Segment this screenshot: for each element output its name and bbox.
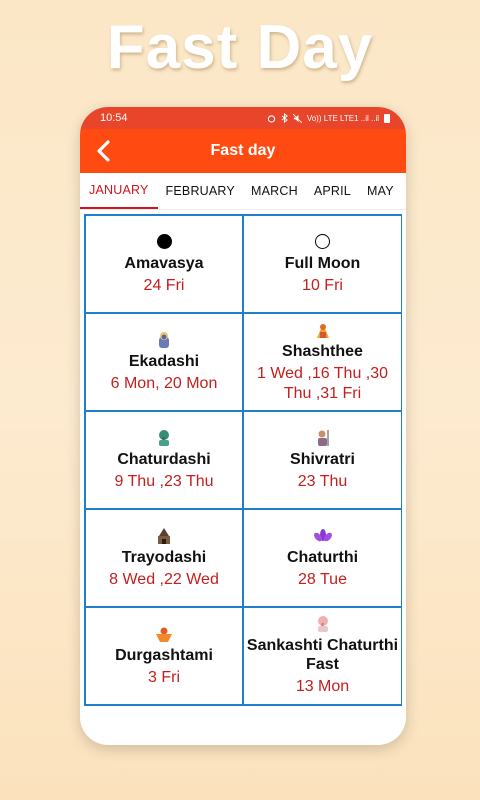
vishnu-icon	[155, 331, 173, 349]
app-bar	[80, 129, 406, 173]
fast-cell-chaturthi[interactable]	[243, 509, 402, 607]
fast-cell-chaturdashi[interactable]	[85, 411, 243, 509]
fast-name: Full Moon	[284, 254, 361, 272]
fast-dates: 1 Wed ,16 Thu ,30 Thu ,31 Fri	[256, 364, 389, 402]
fast-name: Chaturthi	[286, 548, 359, 566]
fast-dates: 9 Thu ,23 Thu	[114, 472, 214, 490]
fast-name: Shivratri	[290, 450, 355, 468]
fast-grid	[84, 214, 402, 706]
fast-cell-durgashtami[interactable]	[85, 607, 243, 705]
tab-may[interactable]: MAY	[366, 184, 394, 198]
fast-dates: 8 Wed ,22 Wed	[109, 570, 219, 588]
tab-march[interactable]: MARCH	[250, 184, 298, 198]
shiva-icon	[314, 429, 332, 447]
promo-title: Fast Day	[106, 13, 374, 82]
durga-icon	[155, 625, 173, 643]
kartikeya-icon	[314, 321, 332, 339]
ganesha-icon	[155, 429, 173, 447]
fast-dates: 23 Thu	[297, 472, 348, 490]
status-time: 10:54	[100, 112, 128, 124]
fast-dates: 28 Tue	[298, 570, 347, 588]
fast-cell-full-moon[interactable]	[243, 215, 402, 313]
fast-cell-amavasya[interactable]	[85, 215, 243, 313]
fast-dates: 3 Fri	[148, 668, 180, 686]
fast-name: Ekadashi	[128, 352, 200, 370]
ganesha-icon	[314, 615, 332, 633]
back-button[interactable]	[90, 137, 118, 165]
temple-icon	[155, 527, 173, 545]
fast-dates: 13 Mon	[295, 678, 350, 695]
fast-name: Amavasya	[124, 254, 204, 272]
fast-cell-shashthee[interactable]	[243, 313, 402, 411]
battery-icon	[384, 114, 390, 123]
page-title: Fast day	[210, 142, 276, 159]
full-moon-icon	[314, 233, 332, 251]
status-bar	[80, 107, 406, 129]
fast-name: Trayodashi	[121, 548, 207, 566]
arrow-back-icon	[96, 140, 112, 162]
tab-january[interactable]: JANUARY	[80, 173, 158, 209]
status-icons	[267, 113, 390, 123]
tab-april[interactable]: APRIL	[313, 184, 351, 198]
network-indicators: Vo)) LTE LTE1 ..il ..il	[306, 113, 379, 123]
month-tabs	[80, 173, 406, 210]
fast-cell-trayodashi[interactable]	[85, 509, 243, 607]
mute-icon	[293, 114, 302, 123]
phone-frame	[80, 107, 406, 745]
fast-cell-sankashti-chaturthi[interactable]	[243, 607, 402, 705]
fast-dates: 24 Fri	[143, 276, 185, 294]
fast-name: Durgashtami	[115, 646, 213, 664]
fast-dates: 10 Fri	[302, 276, 343, 294]
fast-name: Sankashti Chaturthi Fast	[246, 637, 399, 673]
lotus-icon	[314, 527, 332, 545]
tab-february[interactable]: FEBRUARY	[165, 184, 235, 198]
fast-cell-ekadashi[interactable]	[85, 313, 243, 411]
fast-name: Shashthee	[282, 342, 363, 360]
alarm-icon	[267, 114, 276, 123]
fast-name: Chaturdashi	[117, 450, 211, 468]
fast-dates: 6 Mon, 20 Mon	[110, 374, 218, 392]
fast-cell-shivratri[interactable]	[243, 411, 402, 509]
bluetooth-icon	[281, 113, 288, 123]
new-moon-icon	[155, 233, 173, 251]
